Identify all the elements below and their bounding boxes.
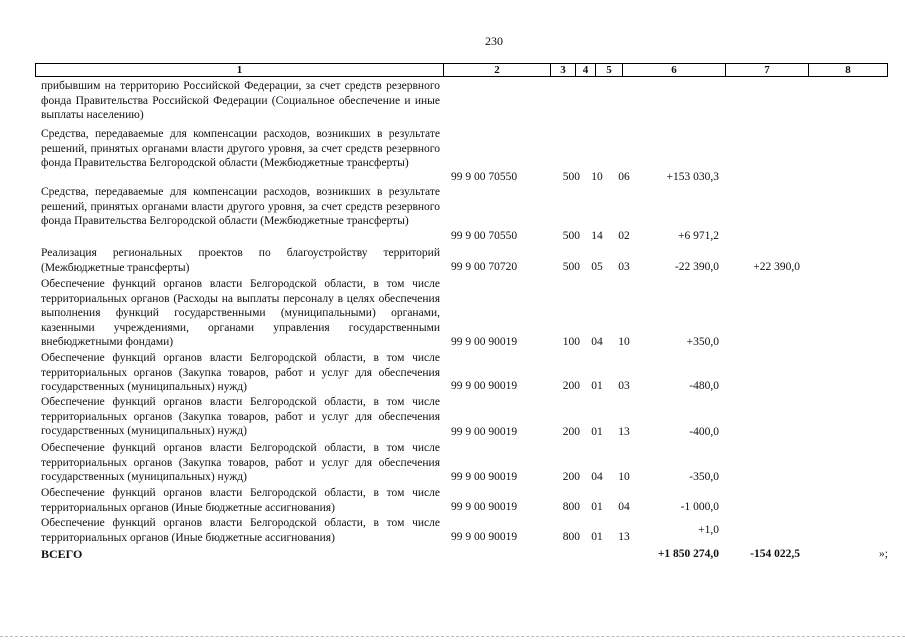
row-code: 99 9 00 90019 — [451, 501, 518, 513]
row-col-3: 200 — [562, 380, 580, 392]
row-col-4: 04 — [591, 336, 603, 348]
table-header — [35, 63, 888, 77]
row-code: 99 9 00 90019 — [451, 426, 518, 438]
row-col-4: 01 — [591, 380, 603, 392]
row-description: Средства, передаваемые для компенсации расходов, возникших в результате решений, принятых органами власти другого уровня, за счет средств резервного фонда Правительства Белгородской области (Межбюджетные трансферты) — [41, 128, 440, 170]
header-col-3: 3 — [551, 64, 576, 76]
header-col-1: 1 — [36, 64, 444, 76]
header-col-8: 8 — [845, 64, 851, 76]
row-col-3: 500 — [562, 261, 580, 273]
row-col-3: 100 — [562, 336, 580, 348]
row-col-4: 10 — [591, 171, 603, 183]
total-col-7: -154 022,5 — [750, 548, 800, 560]
row-code: 99 9 00 90019 — [451, 531, 518, 543]
row-code: 99 9 00 70720 — [451, 261, 518, 273]
row-description: Реализация региональных проектов по благоустройству территорий (Межбюджетные трансферты) — [41, 247, 440, 274]
row-col-5: 13 — [618, 426, 630, 438]
row-col-3: 500 — [562, 230, 580, 242]
row-description: Обеспечение функций органов власти Белгородской области, в том числе территориальных органов (Закупка товаров, работ и услуг для обеспечения государственных (муниципальных) нужд) — [41, 442, 440, 484]
row-description: Обеспечение функций органов власти Белгородской области, в том числе территориальных органов (Закупка товаров, работ и услуг для обеспечения государственных (муниципальных) нужд) — [41, 352, 440, 394]
row-col-3: 500 — [562, 171, 580, 183]
row-description: Обеспечение функций органов власти Белгородской области, в том числе территориальных органов (Иные бюджетные ассигнования) — [41, 517, 440, 544]
row-col-5: 13 — [618, 531, 630, 543]
header-col-7: 7 — [726, 64, 809, 76]
row-code: 99 9 00 70550 — [451, 171, 518, 183]
row-col-6: +153 030,3 — [666, 171, 719, 183]
row-col-5: 10 — [618, 471, 630, 483]
row-col-4: 04 — [591, 471, 603, 483]
row-col-6: -480,0 — [689, 380, 719, 392]
total-label: ВСЕГО — [41, 547, 83, 561]
row-col-3: 200 — [562, 471, 580, 483]
row-col-4: 05 — [591, 261, 603, 273]
row-col-3: 800 — [562, 531, 580, 543]
closing-quote: »; — [879, 548, 888, 560]
row-col-5: 10 — [618, 336, 630, 348]
row-col-4: 01 — [591, 426, 603, 438]
row-col-6: +1,0 — [698, 524, 719, 536]
row-col-6: -350,0 — [689, 471, 719, 483]
header-col-5: 5 — [596, 64, 623, 76]
row-col-6: -22 390,0 — [674, 261, 719, 273]
total-col-6: +1 850 274,0 — [657, 548, 719, 560]
header-col-4: 4 — [576, 64, 596, 76]
row-col-5: 03 — [618, 261, 630, 273]
row-col-5: 03 — [618, 380, 630, 392]
row-col-6: +350,0 — [686, 336, 719, 348]
row-col-4: 01 — [591, 501, 603, 513]
row-col-3: 200 — [562, 426, 580, 438]
scan-artifact-line — [0, 636, 905, 638]
page-number: 230 — [485, 34, 503, 48]
row-code: 99 9 00 70550 — [451, 230, 518, 242]
row-description: Средства, передаваемые для компенсации расходов, возникших в результате решений, принятых органами власти другого уровня, за счет средств резервного фонда Правительства Белгородской области (Межбюджетные трансферты) — [41, 186, 440, 228]
row-col-6: -1 000,0 — [680, 501, 719, 513]
row-description: Обеспечение функций органов власти Белгородской области, в том числе территориальных органов (Иные бюджетные ассигнования) — [41, 487, 440, 514]
row-col-4: 14 — [591, 230, 603, 242]
row-col-3: 800 — [562, 501, 580, 513]
row-code: 99 9 00 90019 — [451, 336, 518, 348]
row-col-5: 06 — [618, 171, 630, 183]
row-col-6: +6 971,2 — [678, 230, 719, 242]
row-col-6: -400,0 — [689, 426, 719, 438]
row-col-4: 01 — [591, 531, 603, 543]
row-code: 99 9 00 90019 — [451, 380, 518, 392]
row-description: Обеспечение функций органов власти Белгородской области, в том числе территориальных органов (Расходы на выплаты персоналу в целях обеспечения выполнения функций государственными (муниципальными) органами, казенными учреждениями, органами управления государственными внебюджетными фондами) — [41, 278, 440, 349]
row-description: Обеспечение функций органов власти Белгородской области, в том числе территориальных органов (Закупка товаров, работ и услуг для обеспечения государственных (муниципальных) нужд) — [41, 396, 440, 438]
row-col-7: +22 390,0 — [753, 261, 800, 273]
row-col-5: 04 — [618, 501, 630, 513]
header-col-2: 2 — [444, 64, 551, 76]
row-col-5: 02 — [618, 230, 630, 242]
row-description: прибывшим на территорию Российской Федерации, за счет средств резервного фонда Правительства Российской Федерации (Социальное обеспечение и иные выплаты населению) — [41, 80, 440, 122]
row-code: 99 9 00 90019 — [451, 471, 518, 483]
header-col-6: 6 — [623, 64, 726, 76]
